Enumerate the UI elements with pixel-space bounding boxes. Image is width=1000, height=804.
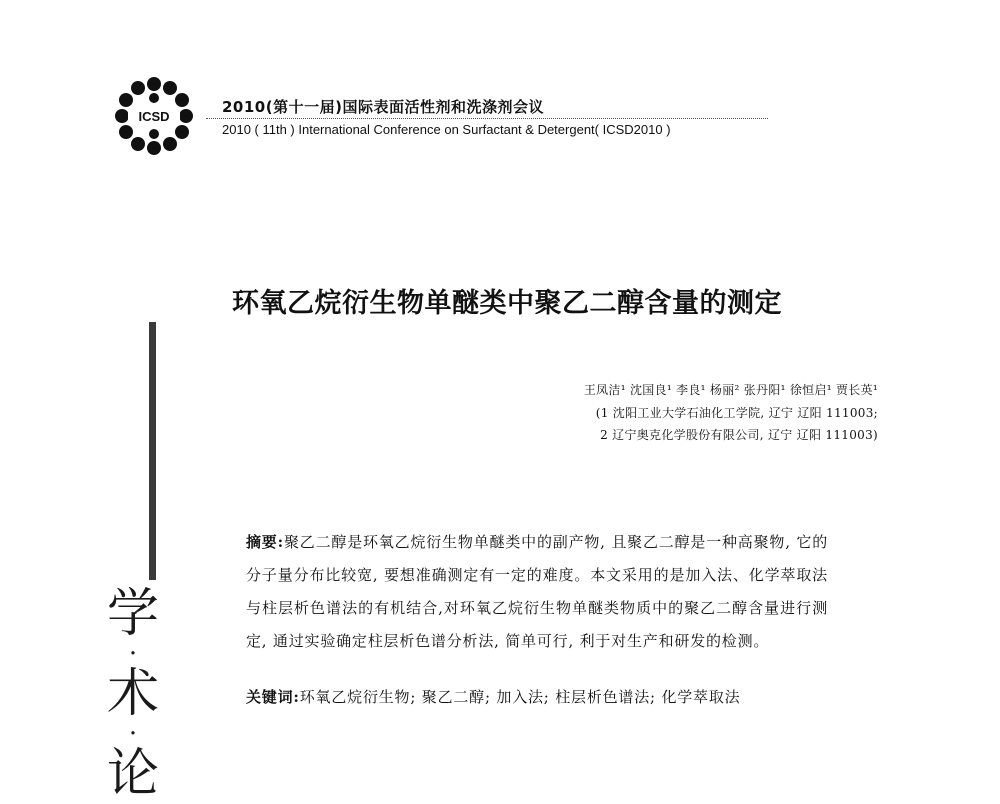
header-divider [206,118,768,119]
abstract-text: 聚乙二醇是环氧乙烷衍生物单醚类中的副产物, 且聚乙二醇是一种高聚物, 它的分子量分布比较宽, 要想准确测定有一定的难度。本文采用的是加入法、化学萃取法与柱层析色谱法的有机结合,对环氧乙烷衍生物单醚类物质中的聚乙二醇含量进行测定, 通过实验确定柱层析色谱分析法, 简单可行, 利于对生产和研发的检测。 [246,533,828,650]
abstract [246,526,828,658]
sidebar-char-1: 学 [106,584,159,644]
sidebar-char-2: 术 [106,664,159,724]
paper-title: 环氧乙烷衍生物单醚类中聚乙二醇含量的测定 [232,288,782,319]
author-list: 王凤洁¹ 沈国良¹ 李良¹ 杨丽² 张丹阳¹ 徐恒启¹ 贾长英¹ [583,383,878,397]
sidebar-section-label [98,584,168,804]
sidebar-char-3: 论 [106,744,159,804]
affiliation-1: (1 沈阳工业大学石油化工学院, 辽宁 辽阳 111003; [595,406,878,420]
conference-title-cn: 2010(第十一届)国际表面活性剂和洗涤剂会议 [222,98,544,116]
conference-title-en: 2010 ( 11th ) International Conference on Surfactant & Detergent( ICSD2010 ) [222,122,671,137]
sidebar-separator-2: · [128,719,138,749]
keywords-text: 环氧乙烷衍生物; 聚乙二醇; 加入法; 柱层析色谱法; 化学萃取法 [299,688,741,706]
logo-text: ICSD [138,109,170,124]
icsd-logo [114,76,194,156]
affiliation-2: 2 辽宁奥克化学股份有限公司, 辽宁 辽阳 111003) [600,428,878,442]
sidebar-vertical-bar [149,322,156,580]
keywords-label: 关键词: [246,688,300,706]
keywords [246,686,740,707]
sidebar-separator-1: · [128,639,138,669]
abstract-label: 摘要: [246,533,284,551]
